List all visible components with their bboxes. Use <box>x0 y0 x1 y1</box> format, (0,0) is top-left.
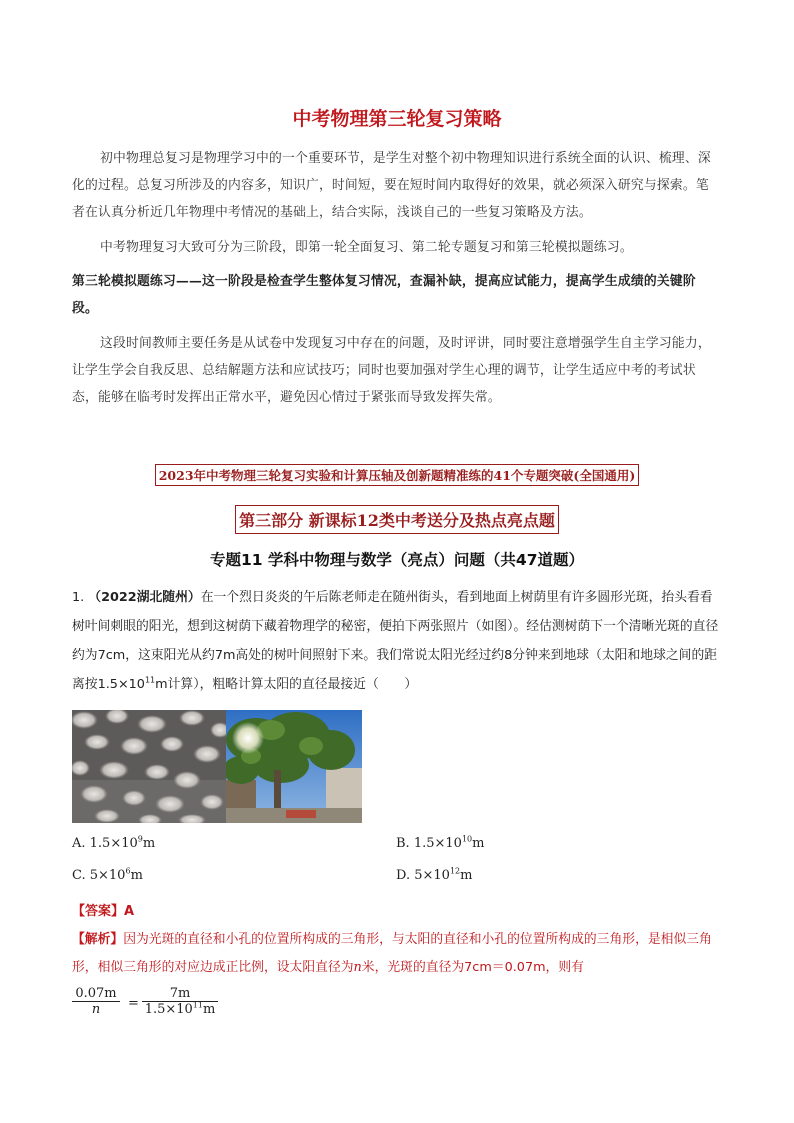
right-denominator <box>142 1001 218 1017</box>
question-number: 1. <box>72 590 85 605</box>
question-1 <box>72 583 722 699</box>
intro-paragraph-1: 初中物理总复习是物理学习中的一个重要环节，是学生对整个初中物理知识进行系统全面的认识、梳理、深化的过程。总复习所涉及的内容多，知识广，时间短，要在短时间内取得好的效果，就必须深入研究与探索。笔者在认真分析近几年物理中考情况的基础上，结合实际，浅谈自己的一些复习策略及方法。 <box>72 151 711 220</box>
left-fraction <box>72 986 120 1017</box>
topic-heading: 专题11 学科中物理与数学（亮点）问题（共47道题） <box>209 551 585 569</box>
option-b[interactable] <box>396 836 484 851</box>
option-d-unit: m <box>460 868 473 883</box>
option-c-unit: m <box>130 868 143 883</box>
option-b-label: B. 1.5×10 <box>396 836 462 851</box>
proportion-formula <box>72 984 232 1030</box>
intro-paragraph-3: 第三轮模拟题练习——这一阶段是检查学生整体复习情况，查漏补缺，提高应试能力，提高学生成绩的关键阶段。 <box>72 274 696 316</box>
part-banner-text: 第三部分 新课标12类中考送分及热点亮点题 <box>235 505 559 534</box>
option-c-label: C. 5×10 <box>72 868 126 883</box>
photo-light-spots <box>72 710 226 823</box>
analysis-body: 因为光斑的直径和小孔的位置所构成的三角形，与太阳的直径和小孔的位置所构成的三角形，是相似三角形，相似三角形的对应边成正比例，设太阳直径为 <box>72 932 712 975</box>
intro-paragraph-4: 这段时间教师主要任务是从试卷中发现复习中存在的问题，及时评讲，同时要注意增强学生自主学习能力，让学生学会自我反思、总结解题方法和应试技巧；同时也要加强对学生心理的调节，让学生适应中考的考试状态，能够在临考时发挥出正常水平，避免因心情过于紧张而导致发挥失常。 <box>72 336 711 405</box>
series-banner <box>0 464 794 486</box>
series-banner-text: 2023年中考物理三轮复习实验和计算压轴及创新题精准练的41个专题突破(全国通用) <box>155 464 640 486</box>
right-den-exponent: 11 <box>192 1000 203 1010</box>
option-d-exponent: 12 <box>449 866 461 876</box>
option-a-label: A. 1.5×10 <box>72 836 138 851</box>
option-a[interactable] <box>72 836 155 851</box>
equals-sign: = <box>128 996 139 1011</box>
intro-paragraph-2: 中考物理复习大致可分为三阶段，即第一轮全面复习、第二轮专题复习和第三轮模拟题练习。 <box>100 240 633 255</box>
option-d-label: D. 5×10 <box>396 868 450 883</box>
option-b-unit: m <box>472 836 485 851</box>
analysis-label: 【解析】 <box>72 932 124 947</box>
option-b-exponent: 10 <box>461 834 473 844</box>
option-a-unit: m <box>142 836 156 851</box>
right-fraction <box>142 986 218 1017</box>
photo-tree-sky <box>226 710 362 823</box>
right-den-base: 1.5×10 <box>144 1002 193 1017</box>
right-numerator: 7m <box>169 986 191 1001</box>
option-c[interactable] <box>72 868 143 883</box>
question-text-end: m计算），粗略计算太阳的直径最接近（ ） <box>155 677 418 692</box>
analysis-variable: n <box>353 960 362 975</box>
part-banner <box>0 505 794 534</box>
option-a-exponent: 9 <box>137 834 143 844</box>
right-den-unit: m <box>202 1002 216 1017</box>
question-exponent: 11 <box>144 675 156 685</box>
page-title: 中考物理第三轮复习策略 <box>292 108 502 130</box>
left-numerator: 0.07m <box>75 986 117 1001</box>
question-source: （2022湖北随州） <box>88 590 201 605</box>
question-text: 在一个烈日炎炎的午后陈老师走在随州街头，看到地面上树荫里有许多圆形光斑，抬头看看树叶间刺眼的阳光，想到这树荫下藏着物理学的秘密，便拍下两张照片（如图）。经估测树荫下一个清晰光斑的直径约为7cm，这束阳光从约7m高处的树叶间照射下来。我们常说太阳光经过约8分钟来到地球（太阳和地球之间的距离按1.5×10 <box>72 590 719 692</box>
left-denominator: n <box>72 1001 120 1017</box>
answer-line: 【答案】A <box>72 904 135 919</box>
analysis-body-end: 米，光斑的直径为7cm＝0.07m，则有 <box>361 960 584 975</box>
option-c-exponent: 6 <box>125 866 131 876</box>
analysis-text <box>72 926 722 982</box>
option-d[interactable] <box>396 868 472 883</box>
